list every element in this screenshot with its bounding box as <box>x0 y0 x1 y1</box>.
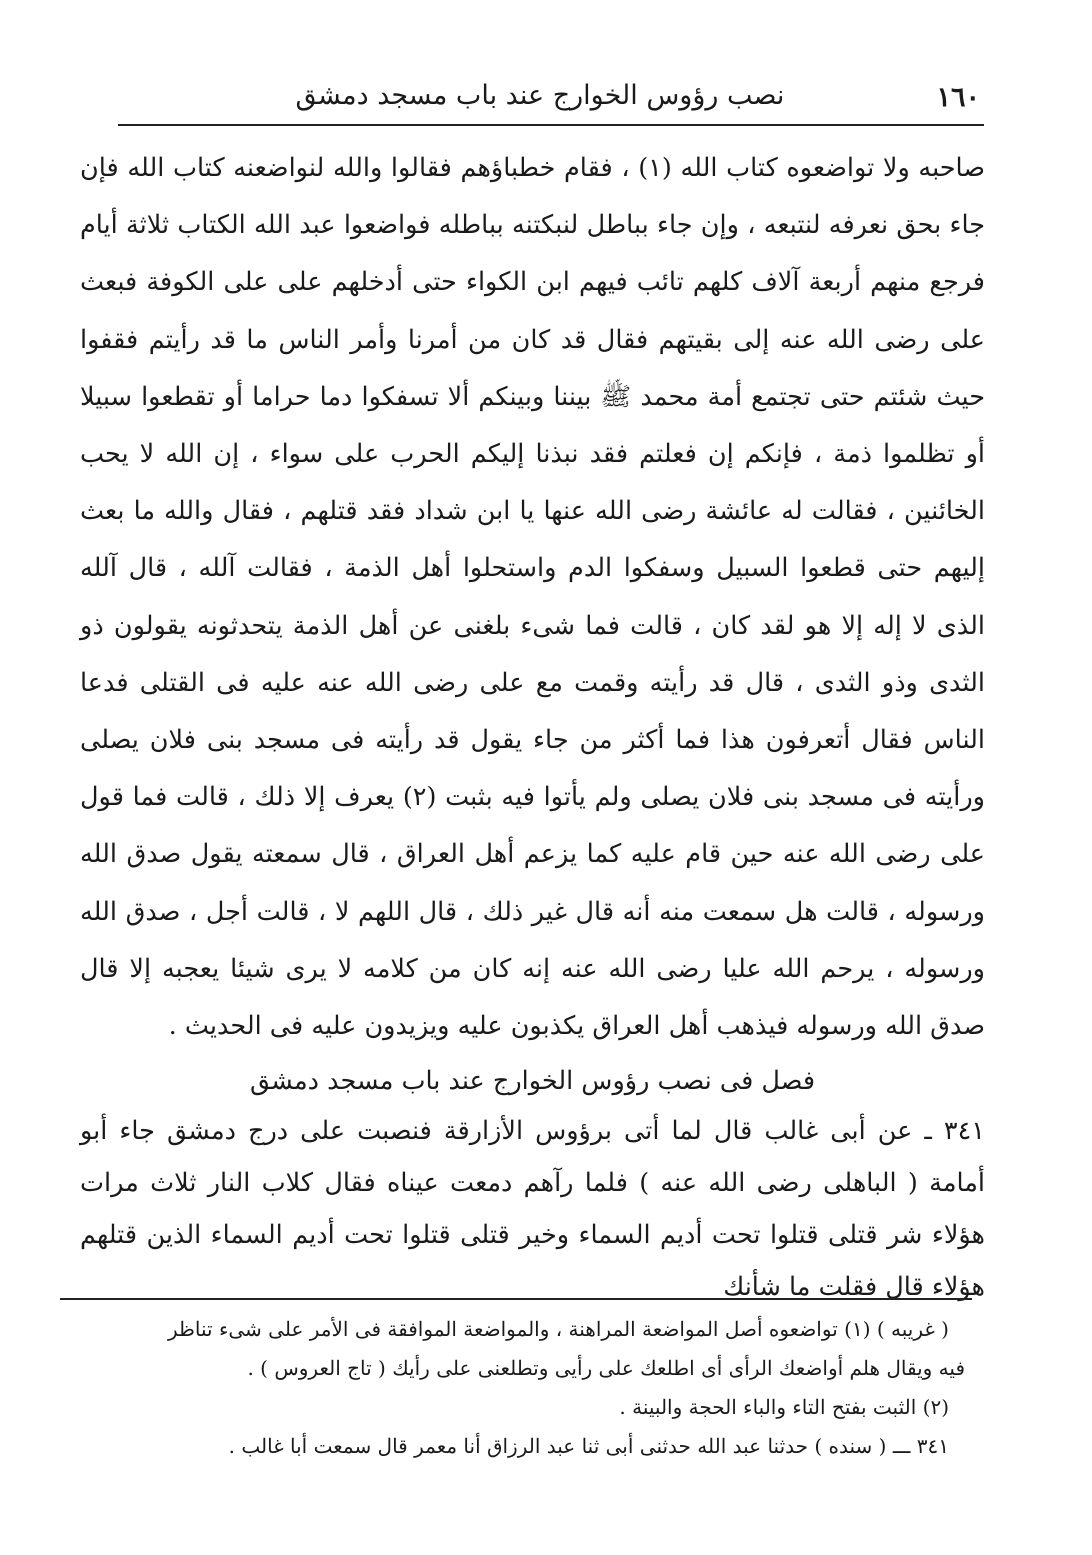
section-heading: فصل فى نصب رؤوس الخوارج عند باب مسجد دمشق <box>249 1066 816 1096</box>
footnote-2: (٢) الثبت بفتح التاء والباء الحجة والبينة . <box>619 1395 949 1419</box>
page-header <box>100 76 980 122</box>
running-title: نصب رؤوس الخوارج عند باب مسجد دمشق <box>295 80 785 111</box>
footnote-1-line-1: ( غريبه ) (١) تواضعوه أصل المواضعة المراهنة ، والمواضعة الموافقة فى الأمر على شىء تناظر <box>167 1317 949 1341</box>
footnote-1-line-2: فيه ويقال هلم أواضعك الرأى أى اطلعك على رأيى وتطلعنى على رأيك ( تاج العروس ) . <box>247 1356 965 1380</box>
header-divider <box>118 124 984 126</box>
main-text-block <box>80 140 985 1055</box>
footnotes-block <box>100 1310 965 1466</box>
hadith-341-text: ٣٤١ ـ عن أبى غالب قال لما أتى برؤوس الأزارقة فنصبت على درج دمشق جاء أبو أمامة ( الباهلى رضى الله عنه ) فلما رآهم دمعت عيناه فقال كلاب النار ثلاث مرات هؤلاء شر قتلى قتلوا تحت أديم السماء وخير قتلى قتلوا تحت أديم السماء الذين قتلهم هؤلاء قال فقلت ما شأنك <box>80 1116 985 1302</box>
hadith-block <box>80 1105 985 1313</box>
main-paragraph: صاحبه ولا تواضعوه كتاب الله (١) ، فقام خطباؤهم فقالوا والله لنواضعنه كتاب الله فإن جاء بحق نعرفه لنتبعه ، وإن جاء بباطل لنبكتنه بباطله فواضعوا عبد الله الكتاب ثلاثة أيام فرجع منهم أربعة آلاف كلهم تائب فيهم ابن الكواء حتى أدخلهم على على الكوفة فبعث على رضى الله عنه إلى بقيتهم فقال قد كان من أمرنا وأمر الناس ما قد رأيتم فقفوا حيث شئتم حتى تجتمع أمة محمد ﷺ بيننا وبينكم ألا تسفكوا دما حراما أو تقطعوا سبيلا أو تظلموا ذمة ، فإنكم إن فعلتم فقد نبذنا إليكم الحرب على سواء ، إن الله لا يحب الخائنين ، فقالت له عائشة رضى الله عنها يا ابن شداد فقد قتلهم ، فقال والله ما بعث إليهم حتى قطعوا السبيل وسفكوا الدم واستحلوا أهل الذمة ، فقالت آلله ، قال آلله الذى لا إله إلا هو لقد كان ، قالت فما شىء بلغنى عن أهل الذمة يتحدثونه يقولون ذو الثدى وذو الثدى ، قال قد رأيته وقمت مع على رضى الله عنه عليه فى القتلى فدعا الناس فقال أتعرفون هذا فما أكثر من جاء يقول قد رأيته فى مسجد بنى فلان يصلى ورأيته فى مسجد بنى فلان يصلى ولم يأتوا فيه بثبت (٢) يعرف إلا ذلك ، قالت فما قول على رضى الله عنه حين قام عليه كما يزعم أهل العراق ، قال سمعته يقول صدق الله ورسوله ، قالت هل سمعت منه أنه قال غير ذلك ، قال اللهم لا ، قالت أجل ، صدق الله ورسوله ، يرحم الله عليا رضى الله عنه إنه كان من كلامه لا يرى شيئا يعجبه إلا قال صدق الله ورسوله فيذهب أهل العراق يكذبون عليه ويزيدون عليه فى الحديث . <box>80 153 985 1042</box>
footnote-divider <box>60 1298 972 1300</box>
page-number: ١٦٠ <box>936 82 980 113</box>
footnote-341-chain: ٣٤١ ـــ ( سنده ) حدثنا عبد الله حدثنى أبى ثنا عبد الرزاق أنا معمر قال سمعت أبا غالب . <box>228 1434 949 1458</box>
